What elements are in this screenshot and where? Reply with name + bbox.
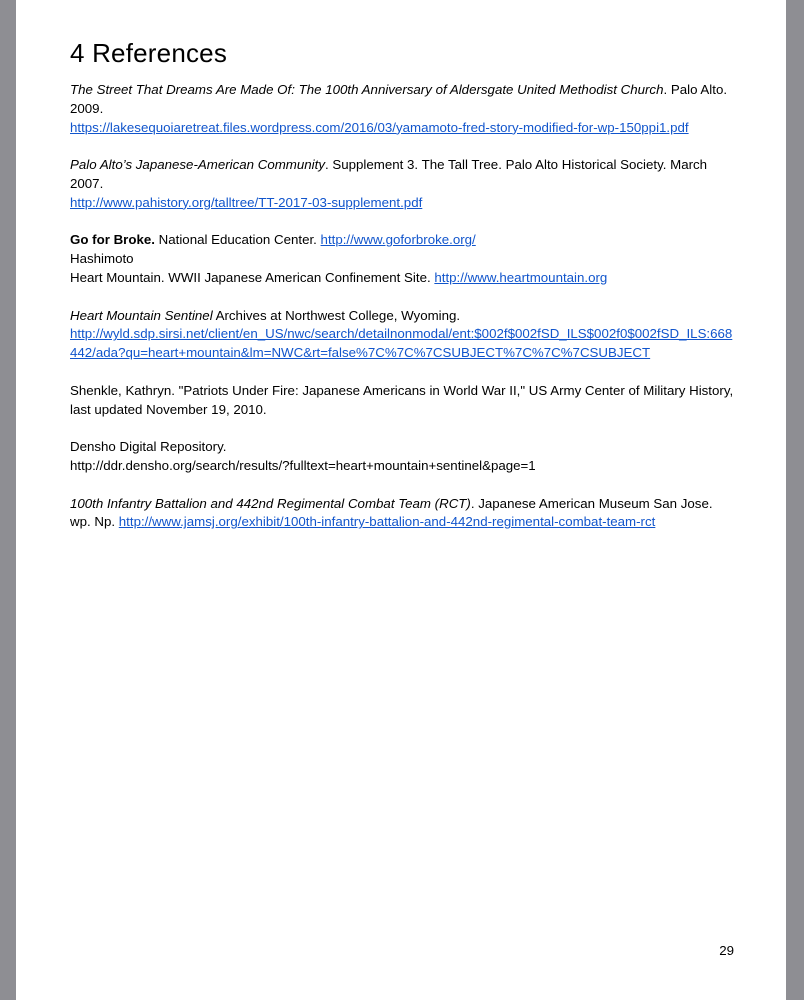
reference-link[interactable]: https://lakesequoiaretreat.files.wordpress.com/2016/03/yamamoto-fred-story-modified-for-wp-150ppi1.pdf	[70, 119, 689, 135]
reference-title: Heart Mountain Sentinel	[70, 307, 213, 323]
reference-line: Heart Mountain. WWII Japanese American Confinement Site.	[70, 269, 435, 285]
reference-text: Densho Digital Repository.	[70, 439, 227, 455]
reference-link[interactable]: http://www.jamsj.org/exhibit/100th-infantry-battalion-and-442nd-regimental-combat-team-rct	[118, 514, 656, 530]
reference-link[interactable]: http://www.goforbroke.org/	[320, 232, 476, 248]
reference-item	[70, 382, 734, 420]
reference-title: 100th Infantry Battalion and 442nd Regimental Combat Team (RCT)	[70, 495, 471, 511]
reference-title: The Street That Dreams Are Made Of: The 100th Anniversary of Aldersgate United Methodist Church	[70, 82, 664, 97]
reference-item	[70, 438, 734, 476]
page-number: 29	[719, 943, 734, 958]
reference-url: http://ddr.densho.org/search/results/?fulltext=heart+mountain+sentinel&page=1	[70, 457, 536, 473]
reference-title: Palo Alto’s Japanese-American Community	[70, 157, 325, 173]
reference-item	[70, 307, 734, 363]
reference-details: National Education Center.	[154, 232, 321, 248]
reference-text: Shenkle, Kathryn. "Patriots Under Fire: Japanese Americans in World War II," US Army Center of Military History, last updated November 19, 2010.	[70, 382, 734, 417]
reference-link[interactable]: http://wyld.sdp.sirsi.net/client/en_US/nwc/search/detailnonmodal/ent:$002f$002fSD_ILS$002f0$002fSD_ILS:668442/ada?qu=heart+mountain&lm=NWC&rt=false%7C%7C%7CSUBJECT%7C%7C%7CSUBJECT	[70, 326, 733, 361]
reference-line: Hashimoto	[70, 251, 134, 267]
reference-link[interactable]: http://www.pahistory.org/talltree/TT-2017-03-supplement.pdf	[70, 194, 423, 210]
reference-link[interactable]: http://www.heartmountain.org	[434, 269, 608, 285]
reference-details: . Palo Alto. 2009.	[70, 82, 728, 116]
reference-item	[70, 81, 734, 137]
reference-title: Go for Broke.	[70, 232, 155, 248]
section-heading: 4 References	[70, 38, 228, 68]
reference-item	[70, 495, 734, 533]
reference-item	[70, 156, 734, 212]
document-page	[16, 0, 786, 1000]
reference-item	[70, 231, 734, 287]
reference-details: . Japanese American Museum San Jose. wp. Np.	[70, 495, 713, 530]
references-section	[70, 38, 734, 551]
reference-details: Archives at Northwest College, Wyoming.	[212, 307, 461, 323]
reference-details: . Supplement 3. The Tall Tree. Palo Alto Historical Society. March 2007.	[70, 157, 708, 191]
